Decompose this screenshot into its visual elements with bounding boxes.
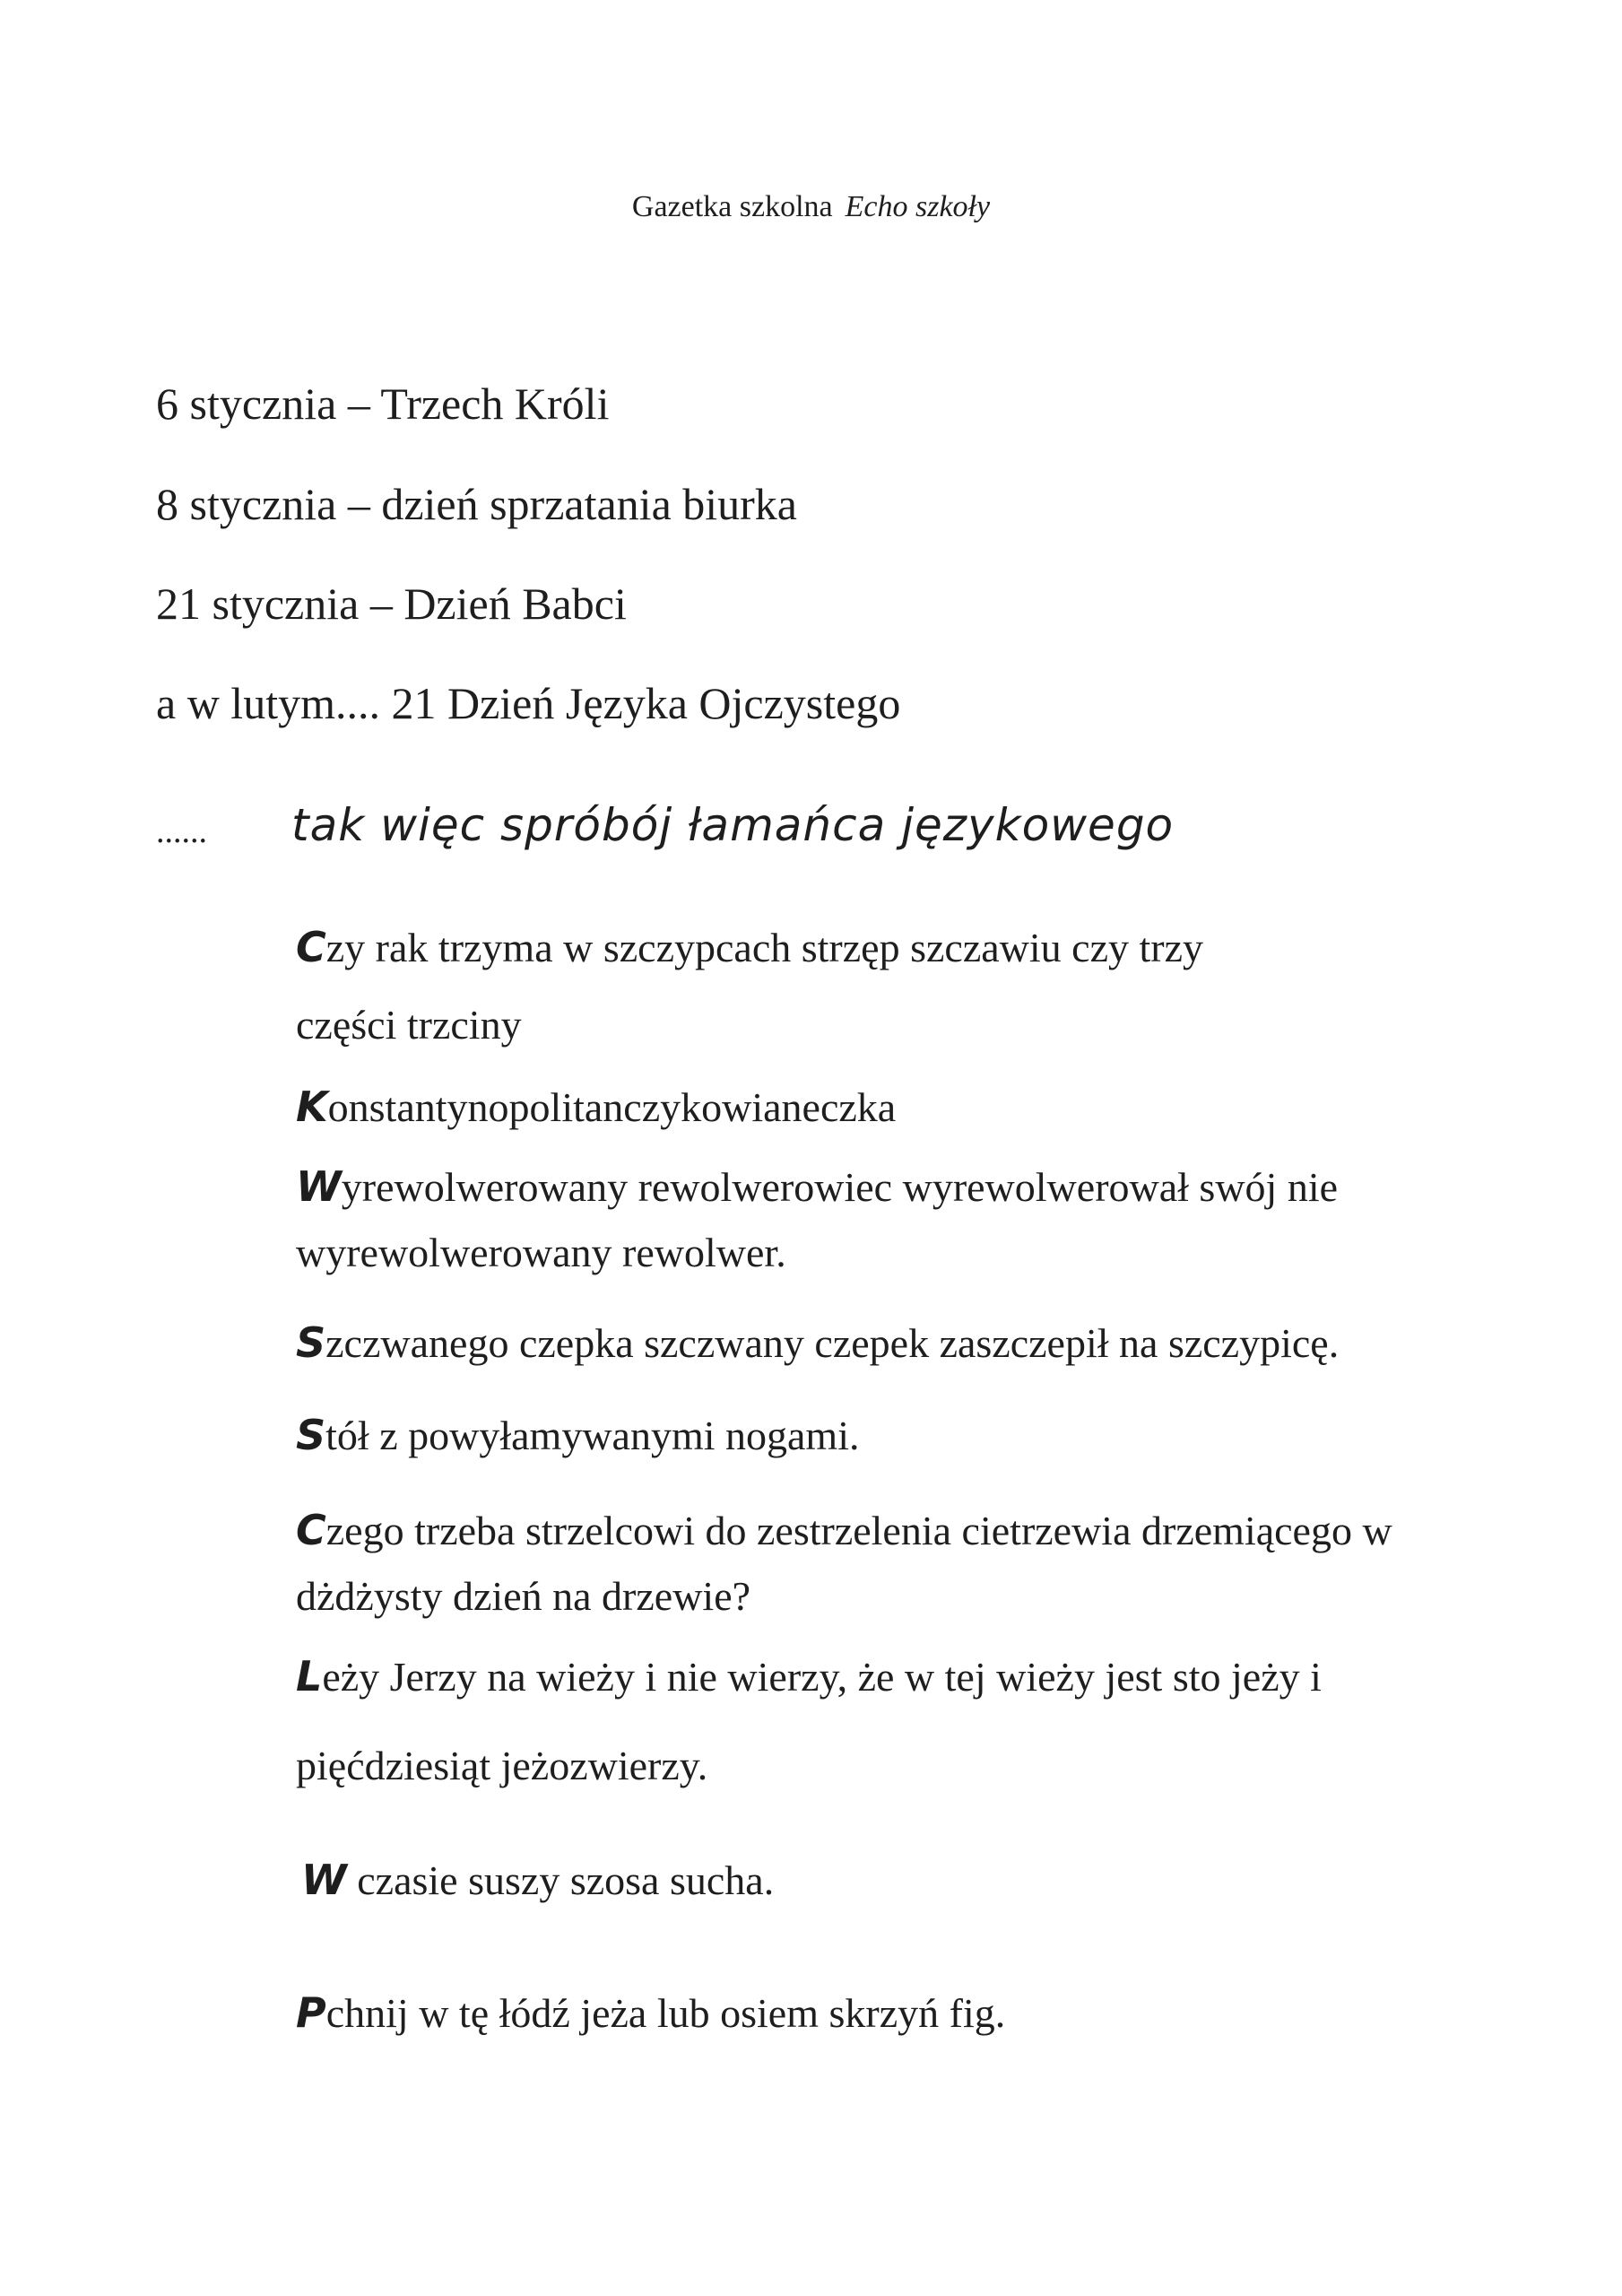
tongue-twister-continuation: dżdżysty dzień na drzewie? bbox=[296, 1573, 751, 1619]
twister-initial: S bbox=[296, 1318, 326, 1367]
date-entry-grandma-day: 21 stycznia – Dzień Babci bbox=[156, 578, 627, 629]
tongue-twister bbox=[296, 1499, 1392, 1562]
twister-text: onstantynopolitanczykowianeczka bbox=[327, 1084, 897, 1130]
date-entry-epiphany: 6 stycznia – Trzech Króli bbox=[156, 378, 610, 429]
twister-initial: S bbox=[296, 1411, 326, 1459]
tongue-twister bbox=[296, 1404, 860, 1467]
tongue-twister bbox=[296, 1645, 1322, 1709]
date-entry-desk-cleaning: 8 stycznia – dzień sprzatania biurka bbox=[156, 479, 797, 529]
intro-heading: tak więc spróbój łamańca językowego bbox=[291, 799, 1175, 851]
tongue-twister-continuation: wyrewolwerowany rewolwer. bbox=[296, 1230, 786, 1275]
twister-initial: C bbox=[296, 923, 326, 971]
twister-text: czasie suszy szosa sucha. bbox=[346, 1857, 775, 1903]
twister-initial: C bbox=[296, 1506, 326, 1554]
tongue-twister bbox=[296, 1981, 1005, 2045]
twister-initial: P bbox=[296, 1988, 326, 2037]
tongue-twister bbox=[296, 1075, 896, 1139]
twister-text: zego trzeba strzelcowi do zestrzelenia cietrzewia drzemiącego w bbox=[325, 1508, 1392, 1553]
twister-text: zczwanego czepka szczwany czepek zaszczepił na szczypicę. bbox=[325, 1320, 1340, 1366]
twister-text: tół z powyłamywanymi nogami. bbox=[325, 1413, 860, 1458]
tongue-twister bbox=[296, 916, 1203, 979]
header-label: Gazetka szkolna bbox=[631, 190, 833, 223]
twister-text: eży Jerzy na wieży i nie wierzy, że w tej wieży jest sto jeży i bbox=[322, 1654, 1322, 1700]
twister-text: yrewolwerowany rewolwerowiec wyrewolwerował swój nie bbox=[341, 1164, 1339, 1210]
twister-initial: L bbox=[296, 1652, 323, 1700]
twister-initial: W bbox=[296, 1162, 342, 1211]
tongue-twister bbox=[296, 1155, 1338, 1219]
tongue-twister bbox=[296, 1311, 1339, 1375]
date-entry-native-language-day: a w lutym.... 21 Dzień Języka Ojczystego bbox=[156, 678, 901, 728]
intro-ellipsis: ...... bbox=[156, 813, 207, 850]
tongue-twister bbox=[301, 1848, 774, 1912]
newspaper-header bbox=[0, 186, 1622, 229]
twister-text: chnij w tę łódź jeża lub osiem skrzyń fig. bbox=[325, 1990, 1006, 2036]
twister-initial: K bbox=[296, 1083, 328, 1131]
twister-text: zy rak trzyma w szczypcach strzęp szczawiu czy trzy bbox=[325, 925, 1204, 970]
twister-initial: W bbox=[301, 1856, 347, 1904]
tongue-twister-continuation: części trzciny bbox=[296, 1002, 522, 1048]
tongue-twister-continuation: pięćdziesiąt jeżozwierzy. bbox=[296, 1743, 708, 1788]
magazine-title: Echo szkoły bbox=[845, 190, 991, 223]
